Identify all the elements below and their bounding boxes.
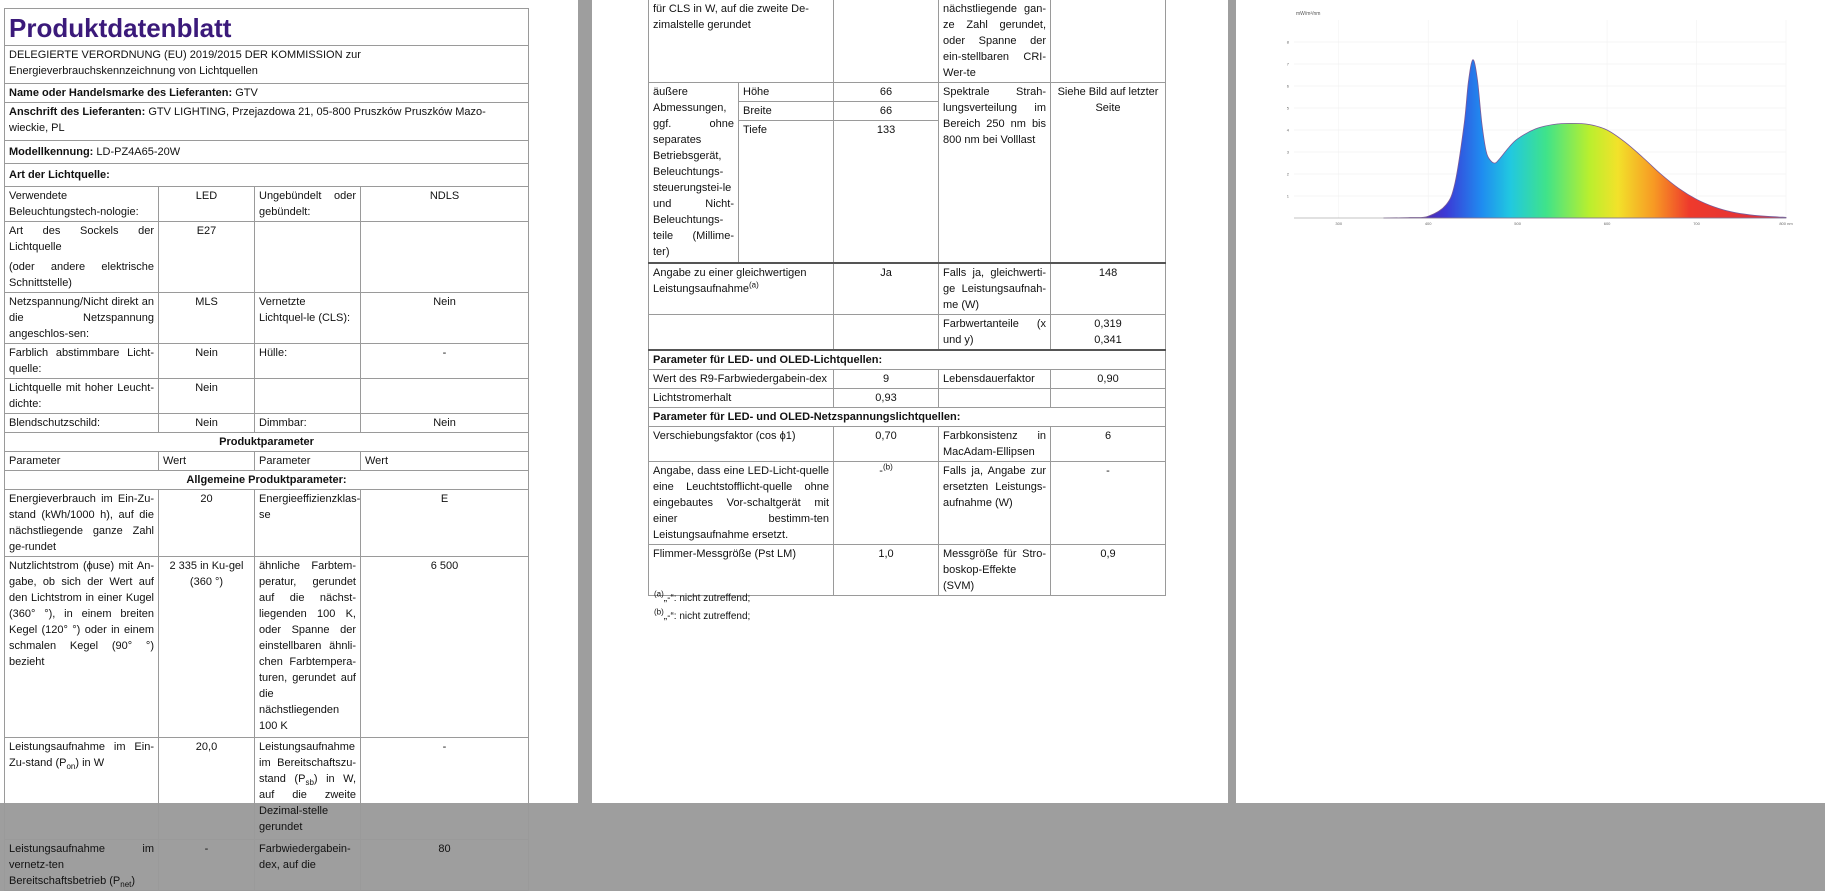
anti-glare-label: Blendschutzschild:	[5, 414, 159, 433]
tech-value: LED	[159, 187, 255, 222]
survival-label: Lebensdauerfaktor	[939, 370, 1051, 389]
sheet-title: Produktdatenblatt	[5, 9, 529, 46]
y-tick-label: 2	[1286, 171, 1289, 177]
light-source-type-heading: Art der Lichtquelle:	[5, 164, 529, 187]
document-page-3	[1236, 0, 1825, 803]
y-axis-label: mW/m²/nm	[1296, 11, 1321, 17]
colour-consistency-label: Farbkonsistenz in MacAdam-Ellipsen	[939, 427, 1051, 462]
model-row	[5, 141, 529, 164]
svm-label: Messgröße für Stro-boskop-Effekte (SVM)	[939, 545, 1051, 596]
spectrum-area	[1383, 60, 1786, 218]
netsb-label	[5, 840, 159, 891]
energy-class-value: E	[361, 490, 529, 557]
standby-label-text: Leistungsaufnahme im Bereitschaftszu-stand (P	[259, 741, 356, 785]
equiv-value: Ja	[834, 263, 939, 315]
dims-values	[834, 83, 939, 264]
x-axis-ticks	[1335, 221, 1793, 226]
equiv-power-value: 148	[1051, 263, 1166, 315]
y-tick-label: 4	[1286, 127, 1289, 133]
power-on-subscript: on	[66, 762, 76, 772]
standby-label-unit: ) in W, auf die zweite Dezimal-stelle gerundet	[259, 773, 356, 833]
focused-label: Ungebündelt oder gebündelt:	[255, 187, 361, 222]
x-tick-label: 500	[1514, 221, 1521, 226]
supplier-name-value: GTV	[235, 87, 258, 99]
y-tick-label: 1	[1286, 193, 1289, 199]
replace-value-text: -	[879, 465, 883, 477]
supplier-address-row	[5, 103, 529, 141]
flicker-value: 1,0	[834, 545, 939, 596]
depth-label: Tiefe	[743, 124, 768, 136]
height-value: 66	[834, 83, 938, 102]
high-luminance-label: Lichtquelle mit hoher Leucht-dichte:	[5, 379, 159, 414]
y-tick-label: 7	[1286, 61, 1289, 67]
model-value: LD-PZ4A65-20W	[96, 146, 181, 158]
equiv-footnote-mark: (a)	[749, 280, 759, 290]
lumen-maint-value: 0,93	[834, 389, 939, 408]
energy-label: Energieverbrauch im Ein-Zu-stand (kWh/1000 h), auf die nächstliegende ganze Zahl ge-rundet	[5, 490, 159, 557]
mains-value: MLS	[159, 293, 255, 344]
netsb-subscript: net	[120, 880, 132, 890]
footnote-a	[654, 589, 751, 606]
colour-consistency-value: 6	[1051, 427, 1166, 462]
spectral-value: Siehe Bild auf letzter Seite	[1051, 83, 1166, 264]
replace-label: Angabe, dass eine LED-Licht-quelle eine Leuchtstofflicht-quelle ohne eingebautes Vor-schaltgerät mit einer bestimm-ten Leistungsaufnahme ersetzt.	[649, 462, 834, 545]
flux-value: 2 335 in Ku-gel (360 °)	[159, 557, 255, 738]
x-tick-label: 800 nm	[1779, 221, 1793, 226]
product-info-sheet-table	[4, 8, 529, 891]
standby-value: -	[361, 738, 529, 840]
svm-value: 0,9	[1051, 545, 1166, 596]
replace-power-label: Falls ja, Angabe zur ersetzten Leistungs-aufnahme (W)	[939, 462, 1051, 545]
height-label: Höhe	[739, 83, 833, 102]
dims-label: äußere Abmessungen, ggf. ohne separates Betriebsgerät, Beleuchtungs-steuerungstei-le und Nicht-Beleuchtungs-teile (Millime-ter)	[649, 83, 739, 264]
lumen-maint-label: Lichtstromerhalt	[649, 389, 834, 408]
tech-label: Verwendete Beleuchtungstech-nologie:	[5, 187, 159, 222]
cct-label: ähnliche Farbtem-peratur, gerundet auf die nächst-liegenden 100 K, oder Spanne der einstellbaren ähnli-chen Farbtempera-turen, gerundet auf die nächstliegenden 100 K	[255, 557, 361, 738]
x-tick-label: 700	[1693, 221, 1700, 226]
r9-value: 9	[834, 370, 939, 389]
chroma-values	[1051, 315, 1166, 351]
y-tick-label: 8	[1286, 39, 1289, 45]
power-on-value: 20,0	[159, 738, 255, 840]
energy-value: 20	[159, 490, 255, 557]
replace-power-value: -	[1051, 462, 1166, 545]
col-header-value-1: Wert	[159, 452, 255, 471]
dimmable-value: Nein	[361, 414, 529, 433]
flux-label: Nutzlichtstrom (ϕuse) mit An-gabe, ob sich der Wert auf den Lichtstrom in einer Kugel (360° °), in einem breiten Kegel (120° °) oder in einem schmalen Kegel (90° °) bezieht	[5, 557, 159, 738]
envelope-value: -	[361, 344, 529, 379]
x-tick-label: 300	[1335, 221, 1343, 226]
y-tick-label: 5	[1286, 105, 1289, 111]
col-header-value-2: Wert	[361, 452, 529, 471]
cri-value: 80	[361, 840, 529, 891]
cap-label-line1: Art des Sockels der Lichtquelle	[9, 225, 154, 253]
supplier-address-value: GTV LIGHTING, Przejazdowa 21, 05-800 Pruszków Pruszków Mazo-wieckie, PL	[9, 106, 486, 134]
chroma-label: Farbwertanteile (x und y)	[939, 315, 1051, 351]
document-page-2	[592, 0, 1228, 803]
dimmable-label: Dimmbar:	[255, 414, 361, 433]
envelope-label: Hülle:	[255, 344, 361, 379]
product-params-heading: Produktparameter	[5, 433, 529, 452]
high-luminance-value: Nein	[159, 379, 255, 414]
x-tick-label: 600	[1603, 221, 1611, 226]
netsb-label-unit: )	[131, 875, 136, 887]
general-params-heading: Allgemeine Produktparameter:	[5, 471, 529, 490]
footnote-a-mark: (a)	[654, 589, 664, 599]
footnote-b-mark: (b)	[654, 607, 664, 617]
chroma-y-value: 0,341	[1094, 334, 1122, 346]
led-params-heading: Parameter für LED- und OLED-Lichtquellen:	[649, 350, 1166, 370]
width-value: 66	[834, 102, 938, 121]
supplier-name-label: Name oder Handelsmarke des Lieferanten:	[9, 87, 233, 99]
cct-value: 6 500	[361, 557, 529, 738]
col-header-param-1: Parameter	[5, 452, 159, 471]
col-header-param-2: Parameter	[255, 452, 361, 471]
dpf-value: 0,70	[834, 427, 939, 462]
dims-names	[739, 83, 834, 264]
y-axis-ticks	[1287, 40, 1290, 199]
dpf-label: Verschiebungsfaktor (cos ϕ1)	[649, 427, 834, 462]
cap-value: E27	[159, 222, 255, 293]
regulation-text: DELEGIERTE VERORDNUNG (EU) 2019/2015 DER KOMMISSION zur Energieverbrauchskennzeichnung von Lichtquellen	[5, 46, 529, 84]
supplier-address-label: Anschrift des Lieferanten:	[9, 106, 146, 118]
power-on-label-unit: ) in W	[75, 757, 105, 769]
replace-value	[834, 462, 939, 545]
equiv-power-label: Falls ja, gleichwerti-ge Leistungsaufnah-me (W)	[939, 263, 1051, 315]
spectral-distribution-chart	[1236, 0, 1825, 260]
chroma-x-value: 0,319	[1094, 318, 1122, 330]
mains-led-params-heading: Parameter für LED- und OLED-Netzspannungslichtquellen:	[649, 408, 1166, 427]
mains-label: Netzspannung/Nicht direkt an die Netzspannung angeschlos-sen:	[5, 293, 159, 344]
power-on-label	[5, 738, 159, 840]
footnote-a-text: „-“: nicht zutreffend;	[663, 593, 751, 604]
standby-subscript: sb	[305, 778, 314, 788]
replace-footnote-mark: (b)	[882, 462, 893, 472]
y-tick-label: 3	[1286, 149, 1289, 155]
supplier-name-row	[5, 84, 529, 103]
netsb-value: -	[159, 840, 255, 891]
product-params-continued-table	[648, 0, 1166, 596]
colour-tunable-label: Farblich abstimmbare Licht-quelle:	[5, 344, 159, 379]
survival-value: 0,90	[1051, 370, 1166, 389]
r9-label: Wert des R9-Farbwiedergabein-dex	[649, 370, 834, 389]
flicker-label: Flimmer-Messgröße (Pst LM)	[649, 545, 834, 596]
equiv-label-text: Angabe zu einer gleichwertigen Leistungsaufnahme	[653, 267, 807, 295]
y-tick-label: 6	[1286, 83, 1289, 89]
focused-value: NDLS	[361, 187, 529, 222]
cap-label	[5, 222, 159, 293]
spectral-label: Spektrale Strah-lungsverteilung im Bereich 250 nm bis 800 nm bei Volllast	[939, 83, 1051, 264]
cls-label: Vernetzte Lichtquel-le (CLS):	[255, 293, 361, 344]
cls-standby-label-cont: für CLS in W, auf die zweite De-zimalstelle gerundet	[649, 0, 834, 83]
power-on-label-text: Leistungsaufnahme im Ein-Zu-stand (P	[9, 741, 154, 769]
width-label: Breite	[739, 102, 833, 121]
model-label: Modellkennung:	[9, 146, 94, 158]
cap-label-line2: (oder andere elektrische Schnittstelle)	[9, 261, 154, 289]
depth-value: 133	[876, 124, 896, 136]
colour-tunable-value: Nein	[159, 344, 255, 379]
cri-label-cont: nächstliegende gan-ze Zahl gerundet, oder Spanne der ein-stellbaren CRI-Wer-te	[939, 0, 1051, 83]
cls-value: Nein	[361, 293, 529, 344]
document-page-1	[0, 0, 578, 890]
equiv-label	[649, 263, 834, 315]
x-tick-label: 400	[1424, 221, 1432, 226]
energy-class-label: Energieeffizienzklas-se	[255, 490, 361, 557]
cri-label: Farbwiedergabein-dex, auf die	[255, 840, 361, 891]
netsb-label-text: Leistungsaufnahme im vernetz-ten Bereitschaftsbetrieb (P	[9, 843, 154, 887]
footnote-b-text: „-“: nicht zutreffend;	[663, 611, 751, 622]
footnote-b	[654, 607, 751, 624]
anti-glare-value: Nein	[159, 414, 255, 433]
standby-label	[255, 738, 361, 840]
